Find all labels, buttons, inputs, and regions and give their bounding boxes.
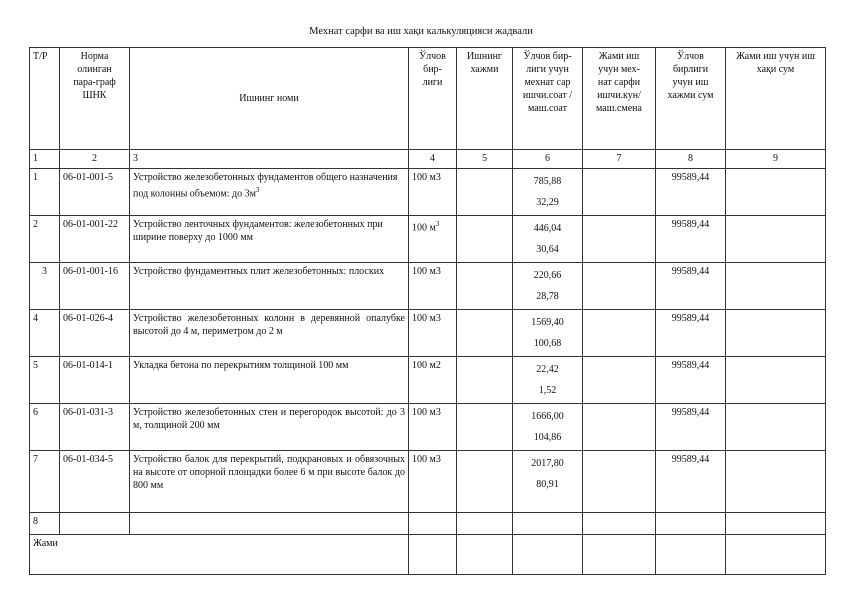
norm-code: 06-01-014-1	[60, 357, 130, 404]
unit: 100 м3	[409, 169, 457, 216]
labor-per-unit	[513, 216, 583, 263]
col-number: 7	[583, 150, 656, 169]
header-labor-per-unit: Ўлчов бир- лиги учун мехнат сар ишчи.соат / маш.соат	[513, 48, 583, 150]
volume	[457, 216, 513, 263]
unit-wage: 99589,44	[656, 263, 726, 310]
work-name: Укладка бетона по перекрытиям толщиной 100 мм	[130, 357, 409, 404]
labor-per-unit	[513, 451, 583, 513]
col-number: 1	[30, 150, 60, 169]
empty-cell	[457, 513, 513, 535]
labor-per-unit	[513, 404, 583, 451]
empty-cell	[60, 513, 130, 535]
col-number: 2	[60, 150, 130, 169]
labor-machine-hours: 32,29	[536, 197, 559, 208]
labor-machine-hours: 28,78	[536, 291, 559, 302]
unit-wage: 99589,44	[656, 310, 726, 357]
unit-wage: 99589,44	[656, 404, 726, 451]
unit: 100 м3	[409, 404, 457, 451]
total-cell	[656, 535, 726, 575]
total-cell	[409, 535, 457, 575]
total-cell	[583, 535, 656, 575]
col-number: 8	[656, 150, 726, 169]
labor-machine-hours: 30,64	[536, 244, 559, 255]
unit-wage: 99589,44	[656, 451, 726, 513]
volume	[457, 263, 513, 310]
row-number: 1	[30, 169, 60, 216]
total-wage	[726, 169, 826, 216]
header-work-name: Ишнинг номи	[130, 48, 409, 150]
labor-machine-hours: 100,68	[533, 338, 562, 349]
empty-cell	[130, 513, 409, 535]
row-number: 5	[30, 357, 60, 404]
labor-per-unit	[513, 169, 583, 216]
total-labor	[583, 169, 656, 216]
total-row	[30, 535, 826, 575]
total-labor	[583, 357, 656, 404]
empty-cell	[656, 513, 726, 535]
col-number: 9	[726, 150, 826, 169]
total-wage	[726, 263, 826, 310]
labor-per-unit	[513, 357, 583, 404]
norm-code: 06-01-001-16	[60, 263, 130, 310]
col-number: 6	[513, 150, 583, 169]
total-labor	[583, 216, 656, 263]
total-wage	[726, 451, 826, 513]
total-wage	[726, 310, 826, 357]
calculation-table	[29, 47, 826, 575]
labor-worker-hours: 785,88	[533, 176, 562, 187]
work-name: Устройство железобетонных стен и перегородок высотой: до 3 м, толщиной 200 мм	[130, 404, 409, 451]
norm-code: 06-01-034-5	[60, 451, 130, 513]
norm-code: 06-01-001-5	[60, 169, 130, 216]
total-labor	[583, 263, 656, 310]
labor-worker-hours: 446,04	[533, 223, 562, 234]
col-number: 4	[409, 150, 457, 169]
total-cell	[726, 535, 826, 575]
unit: 100 м3	[409, 451, 457, 513]
col-number: 3	[130, 150, 409, 169]
header-total-labor: Жами иш учун мех- нат сарфи ишчи.кун/ маш.смена	[583, 48, 656, 150]
table-row	[30, 263, 826, 310]
volume	[457, 169, 513, 216]
table-row	[30, 451, 826, 513]
header-volume: Ишнинг хажми	[457, 48, 513, 150]
total-cell	[457, 535, 513, 575]
labor-machine-hours: 80,91	[536, 479, 559, 490]
work-name: Устройство балок для перекрытий, подкрановых и обвязочных на высоте от опорной площадки более 6 м при высоте балок до 800 мм	[130, 451, 409, 513]
labor-worker-hours: 2017,80	[531, 458, 564, 469]
unit: 100 м3	[409, 310, 457, 357]
norm-code: 06-01-031-3	[60, 404, 130, 451]
column-number-row	[30, 150, 826, 169]
labor-per-unit	[513, 310, 583, 357]
total-labor	[583, 451, 656, 513]
total-wage	[726, 404, 826, 451]
work-name: Устройство железобетонных фундаментов общего назначения под колонны объемом: до $3м^3$	[130, 169, 409, 216]
unit: 100 м2	[409, 357, 457, 404]
total-labor	[583, 310, 656, 357]
total-label: Жами	[30, 535, 409, 575]
unit: 100 м3	[409, 263, 457, 310]
row-number: 6	[30, 404, 60, 451]
unit-wage: 99589,44	[656, 169, 726, 216]
header-norm: Норма олинган пара-граф ШНК	[60, 48, 130, 150]
row-number: 2	[30, 216, 60, 263]
row-number: 8	[30, 513, 60, 535]
total-cell	[513, 535, 583, 575]
table-row	[30, 357, 826, 404]
work-name: Устройство фундаментных плит железобетонных: плоских	[130, 263, 409, 310]
labor-machine-hours: 1,52	[538, 385, 557, 396]
volume	[457, 357, 513, 404]
header-row	[30, 48, 826, 150]
labor-machine-hours: 104,86	[533, 432, 562, 443]
header-unit: Ўлчов бир- лиги	[409, 48, 457, 150]
total-wage	[726, 357, 826, 404]
labor-worker-hours: 220,66	[533, 270, 562, 281]
header-number: Т/Р	[30, 48, 60, 150]
col-number: 5	[457, 150, 513, 169]
volume	[457, 310, 513, 357]
empty-cell	[409, 513, 457, 535]
norm-code: 06-01-001-22	[60, 216, 130, 263]
work-name: Устройство ленточных фундаментов: железобетонных при ширине поверху до 1000 мм	[130, 216, 409, 263]
row-number: 7	[30, 451, 60, 513]
document-title: Мехнат сарфи ва иш хақи калькуляцияси жадвали	[309, 26, 533, 37]
row-number: 4	[30, 310, 60, 357]
total-labor	[583, 404, 656, 451]
table-row	[30, 216, 826, 263]
empty-cell	[513, 513, 583, 535]
header-unit-wage: Ўлчов бирлиги учун иш хажми сум	[656, 48, 726, 150]
labor-worker-hours: 22,42	[536, 364, 559, 375]
unit: 100 $м^3$	[409, 216, 457, 263]
table-row	[30, 404, 826, 451]
empty-cell	[726, 513, 826, 535]
labor-per-unit	[513, 263, 583, 310]
volume	[457, 451, 513, 513]
table-row	[30, 310, 826, 357]
labor-worker-hours: 1666,00	[531, 411, 564, 422]
volume	[457, 404, 513, 451]
table-row	[30, 169, 826, 216]
norm-code: 06-01-026-4	[60, 310, 130, 357]
unit-wage: 99589,44	[656, 216, 726, 263]
row-number: 3	[30, 263, 60, 310]
labor-worker-hours: 1569,40	[531, 317, 564, 328]
unit-wage: 99589,44	[656, 357, 726, 404]
total-wage	[726, 216, 826, 263]
header-total-wage: Жами иш учун иш хақи сум	[726, 48, 826, 150]
work-name: Устройство железобетонных колонн в деревянной опалубке высотой до 4 м, периметром до 2 м	[130, 310, 409, 357]
table-row-8	[30, 513, 826, 535]
empty-cell	[583, 513, 656, 535]
